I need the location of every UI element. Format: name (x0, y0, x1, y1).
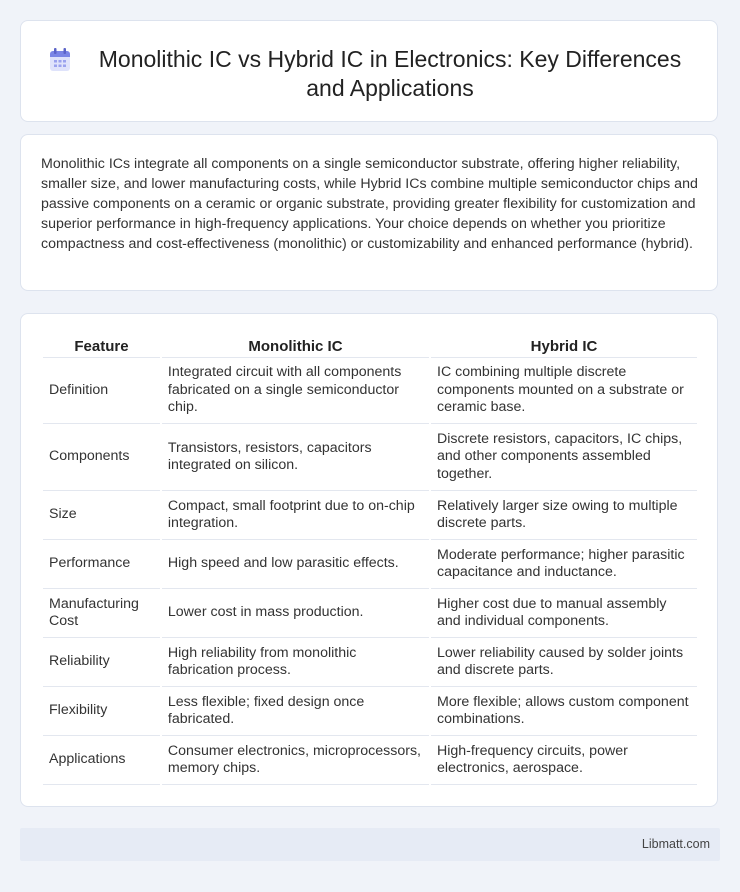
footer-bar (20, 828, 720, 861)
feature-cell: Manufacturing Cost (43, 589, 160, 638)
monolithic-cell: High speed and low parasitic effects. (162, 540, 429, 589)
header-feature: Feature (43, 336, 160, 358)
intro-card (20, 134, 718, 291)
comparison-table (41, 336, 699, 785)
table-row (43, 491, 697, 540)
table-row (43, 638, 697, 687)
title-card (20, 20, 718, 122)
hybrid-cell: Lower reliability caused by solder joints and discrete parts. (431, 638, 697, 687)
feature-cell: Size (43, 491, 160, 540)
feature-cell: Flexibility (43, 687, 160, 736)
page-title: Monolithic IC vs Hybrid IC in Electronics: Key Differences and Applications (98, 46, 682, 101)
feature-cell: Reliability (43, 638, 160, 687)
header-hybrid: Hybrid IC (431, 336, 697, 358)
feature-cell: Components (43, 424, 160, 491)
hybrid-cell: IC combining multiple discrete components mounted on a substrate or ceramic base. (431, 358, 697, 424)
table-row (43, 736, 697, 785)
comparison-card (20, 313, 718, 807)
monolithic-cell: Consumer electronics, microprocessors, memory chips. (162, 736, 429, 785)
monolithic-cell: High reliability from monolithic fabrication process. (162, 638, 429, 687)
feature-cell: Definition (43, 358, 160, 424)
monolithic-cell: Compact, small footprint due to on-chip integration. (162, 491, 429, 540)
table-row (43, 358, 697, 424)
monolithic-cell: Integrated circuit with all components fabricated on a single semiconductor chip. (162, 358, 429, 424)
hybrid-cell: Moderate performance; higher parasitic capacitance and inductance. (431, 540, 697, 589)
hybrid-cell: Relatively larger size owing to multiple discrete parts. (431, 491, 697, 540)
table-row (43, 687, 697, 736)
feature-cell: Performance (43, 540, 160, 589)
footer-brand-link[interactable]: Libmatt.com (641, 837, 710, 851)
monolithic-cell: Transistors, resistors, capacitors integrated on silicon. (162, 424, 429, 491)
table-header-row (43, 336, 697, 358)
hybrid-cell: Higher cost due to manual assembly and individual components. (431, 589, 697, 638)
feature-cell: Applications (43, 736, 160, 785)
table-row (43, 540, 697, 589)
intro-paragraph: Monolithic ICs integrate all components on a single semiconductor substrate, offering higher reliability, smaller size, and lower manufacturing costs, while Hybrid ICs combine multiple semiconductor chips and passive components on a ceramic or organic substrate, providing greater flexibility for customization and superior performance in high-frequency applications. Your choice depends on whether you prioritize compactness and cost-effectiveness (monolithic) or customizability and enhanced performance (hybrid). (41, 156, 698, 252)
header-monolithic: Monolithic IC (162, 336, 429, 358)
table-row (43, 424, 697, 491)
hybrid-cell: Discrete resistors, capacitors, IC chips, and other components assembled together. (431, 424, 697, 491)
table-row (43, 589, 697, 638)
hybrid-cell: High-frequency circuits, power electronics, aerospace. (431, 736, 697, 785)
monolithic-cell: Lower cost in mass production. (162, 589, 429, 638)
monolithic-cell: Less flexible; fixed design once fabricated. (162, 687, 429, 736)
hybrid-cell: More flexible; allows custom component combinations. (431, 687, 697, 736)
